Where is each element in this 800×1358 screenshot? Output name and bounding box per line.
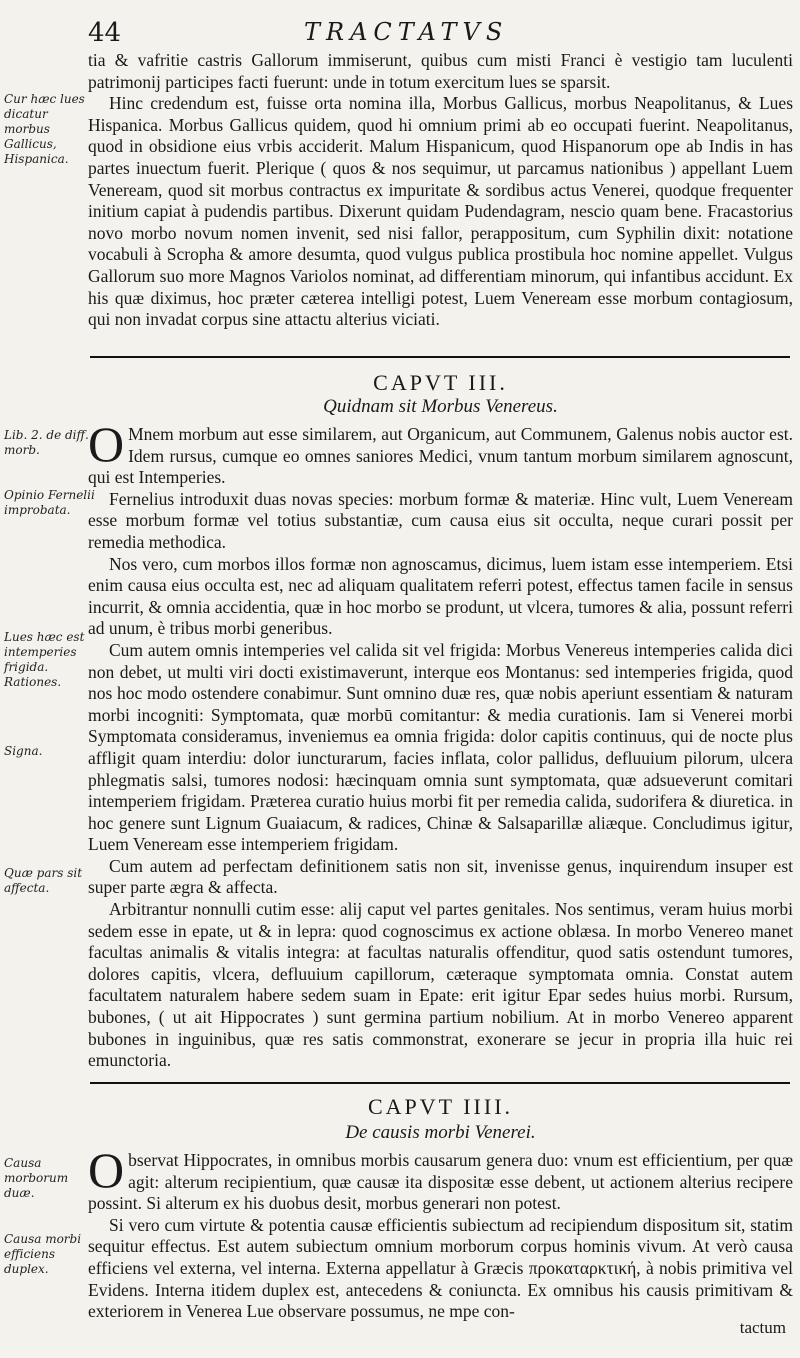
paragraph: Fernelius introduxit duas novas species: morbum formæ & materiæ. Hinc vult, Luem Veneream esse morbum formæ vel totius substantiæ, cum causa eius sit occulta, neque curari possit per remedia methodica. [88, 488, 793, 552]
chapter-title: CAPVT III. [373, 370, 508, 395]
chapter-4-body [88, 1142, 793, 1323]
paragraph-with-dropcap [88, 416, 793, 489]
paragraph: tia & vafritie castris Gallorum immiserunt, quibus cum misti Franci è vestigio tam luculenti patrimonij participes facti fuerunt: unde in totum exercitum lues se sparsit. [88, 50, 793, 92]
chapter-subtitle: De causis morbi Venerei. [345, 1122, 536, 1143]
drop-cap: O [88, 1142, 125, 1198]
catchword: tactum [739, 1318, 786, 1337]
paragraph: Cum autem omnis intemperies vel calida sit vel frigida: Morbus Venereus intemperies calida dici non debet, ut multi viri docti existimaverunt, interque eos Montanus: sed intemperies frigida, quod nos hoc modo ostendere conabimur. Sunt omnino duæ res, quæ nobis aperiunt essentiam & naturam morbi incogniti: Symptomata, quæ morbū comitantur: & media curationis. Iam si Venerei morbi Symptomata consideramus, inveniemus ea omnia frigida: dolor capitis continuus, qui de nocte plus affligit quam interdiu: dolor iuncturarum, facies inflata, color pallidus, defluuium pilorum, ulcera phlegmatis salsi, tumores nodosi: hæcinquam omnia sunt symptomata, quæ adsueverunt comitari intemperiem frigidam. Præterea curatio huius morbi fit per remedia calida, sudorifera & diuretica. in hoc genere sunt Lignum Guaiacum, & radices, Chinæ & Salsaparillæ aliæque. Concludimus igitur, Luem Veneream esse intemperiem frigidam. [88, 639, 793, 855]
paragraph: Nos vero, cum morbos illos formæ non agnoscamus, dicimus, luem istam esse intemperiem. Etsi enim causa eius occulta est, nec ad aliquam qualitatem referri potest, effectus tamen facile in sensus incurrit, & omnia accidentia, quæ in hoc morbo se produnt, ut vlcera, tumores & alia, possunt referri ad unum, è tribus morbi generibus. [88, 553, 793, 639]
margin-note-affected-part: Quæ pars sit affecta. [4, 866, 83, 895]
paragraph-text: Mnem morbum aut esse similarem, aut Organicum, aut Communem, Galenus nobis auctor est. Idem rursus, cumque eo omnes saniores Medici, vnum tantum morbum similarem agnoscunt, qui est Intemperies. [88, 424, 793, 488]
paragraph: Arbitrantur nonnulli cutim esse: alij caput vel partes genitales. Nos sentimus, veram huius morbi sedem esse in epate, ut & in lepra: quod cognoscimus ex actione oblæsa. In morbo Venereo manet facultas animalis & vitalis integra: at facultas naturalis offenditur, quod satis ostendunt tumores, dolores capitis, vlcera, defluuium capillorum, cæteraque symptomata omnia. Constat autem facultatem naturalem habere sedem suam in Epate: erit igitur Epar sedes huius morbi. Rursum, bubones, ( ut ait Hippocrates ) sunt germina partium nobilium. At in morbo Venereo apparent bubones in inguinibus, quæ res satis commonstrat, exonerare se jecur in propria illa huic rei emunctoria. [88, 899, 793, 1071]
paragraph: Cum autem ad perfectam definitionem satis non sit, invenisse genus, inquirendum insuper est super parte ægra & affecta. [88, 855, 793, 898]
paragraph-with-dropcap [88, 1142, 793, 1215]
chapter-title: CAPVT IIII. [367, 1094, 514, 1119]
continuation-section [88, 50, 793, 331]
section-divider [90, 1082, 790, 1084]
chapter-3-body [88, 416, 793, 1072]
margin-note-two-causes: Causa morborum duæ. [4, 1156, 69, 1200]
chapter-subtitle: Quidnam sit Morbus Venereus. [323, 396, 558, 417]
page-number: 44 [88, 18, 122, 48]
paragraph: Hinc credendum est, fuisse orta nomina illa, Morbus Gallicus, morbus Neapolitanus, & Lues Hispanica. Morbus Gallicus quidem, quod hi omnium primi ab eo occupati fuerint. Neapolitanus, quod in obsidione eius vrbis acciderit. Malum Hispanicum, quod Hispanorum ope ab Indis in has partes inuectum fuerit. Plerique ( quos & nos sequimur, ut parcamus nationibus ) appellant Luem Veneream, quod sit morbus contractus ex impuritate & sordibus actus Venerei, quodque frequenter initium capiat à pudendis partibus. Dixerunt quidam Pudendagram, nescio quam bene. Fracastorius novo morbo novum nomen invenit, sed nisi fallor, perappositum, cum Syphilin dixit: notatione vocabuli à Scropha & amore desumta, quod vulgus publica prostibula hoc nomine appellet. Vulgus Gallorum suo more Magnos Variolos nominat, ad differentiam minorum, qui infantibus accidunt. Ex his quæ diximus, hoc præter cæterea intelligi potest, Luem Veneream esse morbum contagiosum, qui non invadat corpus sine attactu alterius viciati. [88, 93, 793, 330]
margin-note-signs: Signa. [4, 744, 43, 758]
margin-note-fernel-opinion: Opinio Fernelii improbata. [4, 488, 95, 517]
margin-note-cold-intemperies: Lues hæc est intemperies frigida. Rationes. [4, 630, 85, 689]
paragraph: Si vero cum virtute & potentia causæ efficientis subiectum ad recipiendum dispositum sit, statim sequitur effectus. Est autem subiectum omnium morborum corpus hominis vivum. At verò causa efficiens vel externa, vel interna. Externa appellatur à Græcis προκαταρκτική, à nobis primitiva vel Evidens. Interna itidem duplex est, antecedens & coniuncta. Ex omnibus his causis primitivam & exteriorem in Venerea Lue observare possumus, ne mpe con- [88, 1214, 793, 1322]
margin-note-galen-reference: Lib. 2. de diff. morb. [4, 428, 89, 457]
margin-note-name-origin: Cur hæc lues dicatur morbus Gallicus, Hispanica. [4, 92, 85, 166]
running-head: TRACTATVS [304, 18, 509, 46]
page-header [88, 18, 788, 48]
section-divider [90, 356, 790, 358]
paragraph-text: bservat Hippocrates, in omnibus morbis causarum genera duo: vnum est efficientium, per quæ agit: alterum recipientium, quæ causæ ita dispositæ esse debent, ut actionem alterius recipere possint. Si alterum ex his duobus desit, morbus generari non potest. [88, 1150, 793, 1214]
drop-cap: O [88, 416, 125, 472]
margin-note-efficient-cause: Causa morbi efficiens duplex. [4, 1232, 82, 1276]
